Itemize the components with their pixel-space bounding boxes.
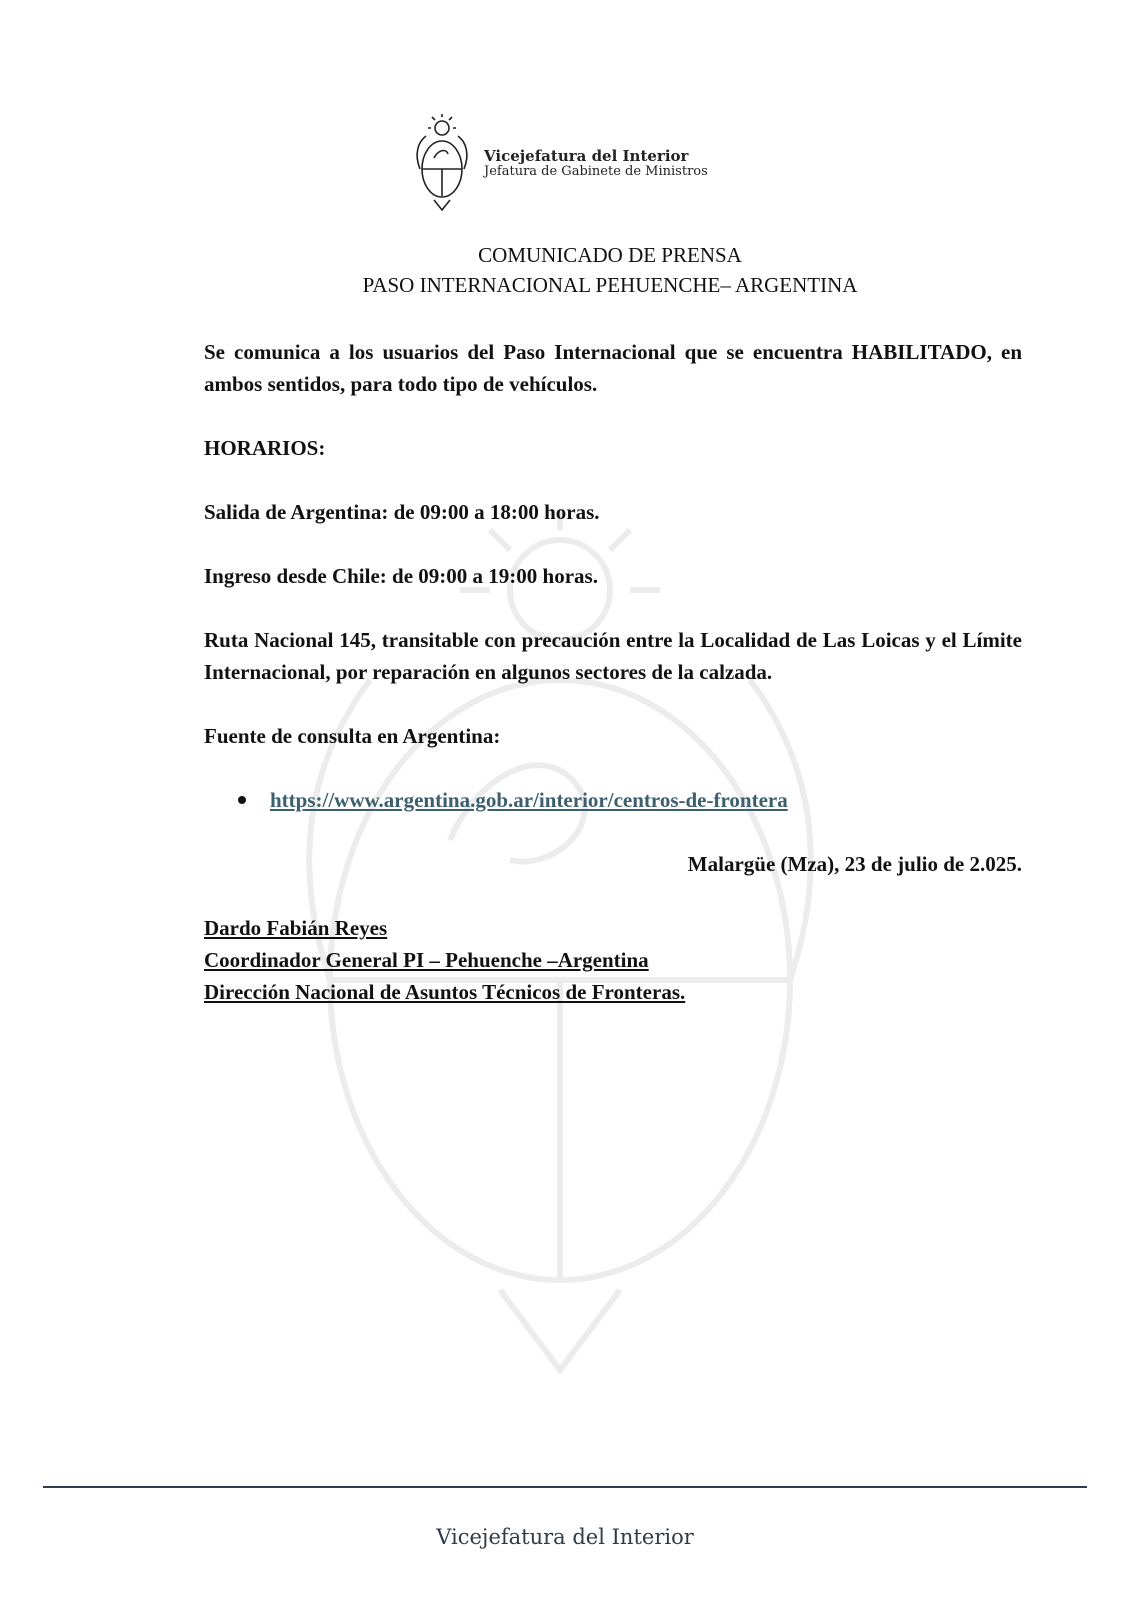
document-title	[0, 240, 1130, 300]
signatory-name: Dardo Fabián Reyes	[204, 916, 388, 940]
org-subtitle: Jefatura de Gabinete de Ministros	[484, 164, 708, 180]
title-line-2: PASO INTERNACIONAL PEHUENCHE– ARGENTINA	[362, 273, 858, 297]
salida-schedule: Salida de Argentina: de 09:00 a 18:00 horas.	[204, 500, 600, 524]
org-name: Vicejefatura del Interior	[484, 146, 689, 165]
frontera-link[interactable]: https://www.argentina.gob.ar/interior/centros-de-frontera	[270, 788, 788, 812]
bullet-icon	[238, 796, 246, 804]
ruta-paragraph: Ruta Nacional 145, transitable con precaución entre la Localidad de Las Loicas y el Límite Internacional, por reparación en algunos sectores de la calzada.	[204, 628, 1022, 684]
date-line: Malargüe (Mza), 23 de julio de 2.025.	[687, 852, 1022, 876]
document-body	[204, 336, 1022, 1008]
ingreso-schedule: Ingreso desde Chile: de 09:00 a 19:00 horas.	[204, 564, 598, 588]
signatory-department: Dirección Nacional de Asuntos Técnicos de Fronteras.	[204, 980, 686, 1004]
title-line-1: COMUNICADO DE PRENSA	[478, 243, 742, 267]
argentina-coat-of-arms-icon	[412, 114, 472, 214]
signature-block	[204, 912, 1022, 1008]
link-list-item	[204, 784, 1022, 816]
horarios-heading: HORARIOS:	[204, 436, 326, 460]
letterhead	[412, 114, 708, 214]
fuente-heading: Fuente de consulta en Argentina:	[204, 724, 501, 748]
intro-paragraph: Se comunica a los usuarios del Paso Internacional que se encuentra HABILITADO, en ambos sentidos, para todo tipo de vehículos.	[204, 340, 1022, 396]
footer-text: Vicejefatura del Interior	[436, 1525, 694, 1549]
signatory-role: Coordinador General PI – Pehuenche –Argentina	[204, 948, 649, 972]
footer-divider	[43, 1486, 1087, 1488]
